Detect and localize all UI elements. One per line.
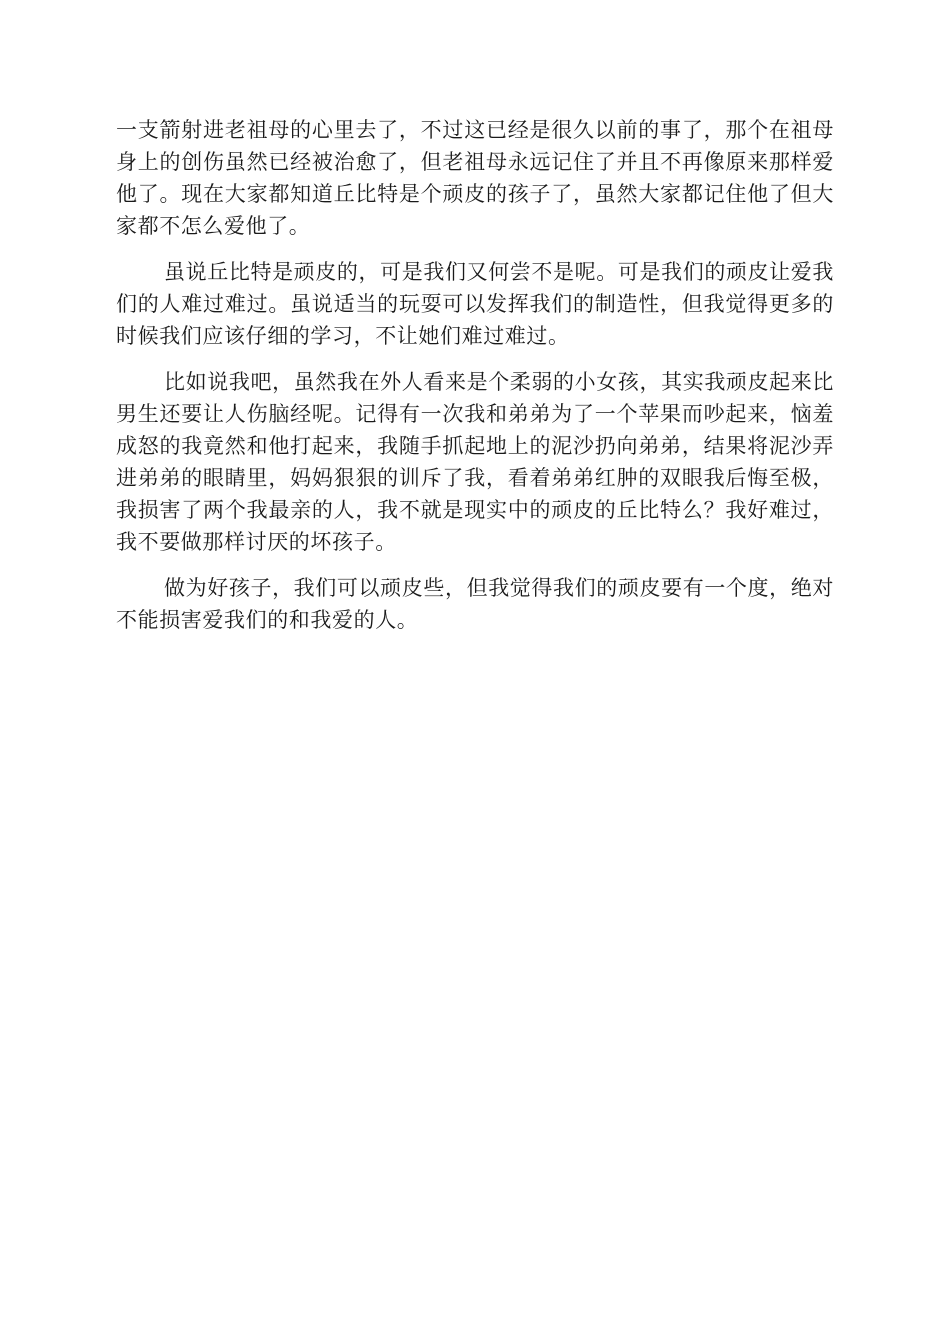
paragraph-3: 比如说我吧，虽然我在外人看来是个柔弱的小女孩，其实我顽皮起来比男生还要让人伤脑经呢。记得有一次我和弟弟为了一个苹果而吵起来，恼羞成怒的我竟然和他打起来，我随手抓起地上的泥沙扔向弟弟，结果将泥沙弄进弟弟的眼睛里，妈妈狠狠的训斥了我，看着弟弟红肿的双眼我后悔至极，我损害了两个我最亲的人，我不就是现实中的顽皮的丘比特么？我好难过，我不要做那样讨厌的坏孩子。 (116, 370, 834, 554)
paragraph-4: 做为好孩子，我们可以顽皮些，但我觉得我们的顽皮要有一个度，绝对不能损害爱我们的和我爱的人。 (116, 576, 834, 632)
document-body (116, 114, 834, 650)
paragraph-2: 虽说丘比特是顽皮的，可是我们又何尝不是呢。可是我们的顽皮让爱我们的人难过难过。虽说适当的玩耍可以发挥我们的制造性，但我觉得更多的时候我们应该仔细的学习，不让她们难过难过。 (116, 260, 834, 348)
paragraph-1: 一支箭射进老祖母的心里去了，不过这已经是很久以前的事了，那个在祖母身上的创伤虽然已经被治愈了，但老祖母永远记住了并且不再像原来那样爱他了。现在大家都知道丘比特是个顽皮的孩子了，虽然大家都记住他了但大家都不怎么爱他了。 (116, 118, 834, 238)
